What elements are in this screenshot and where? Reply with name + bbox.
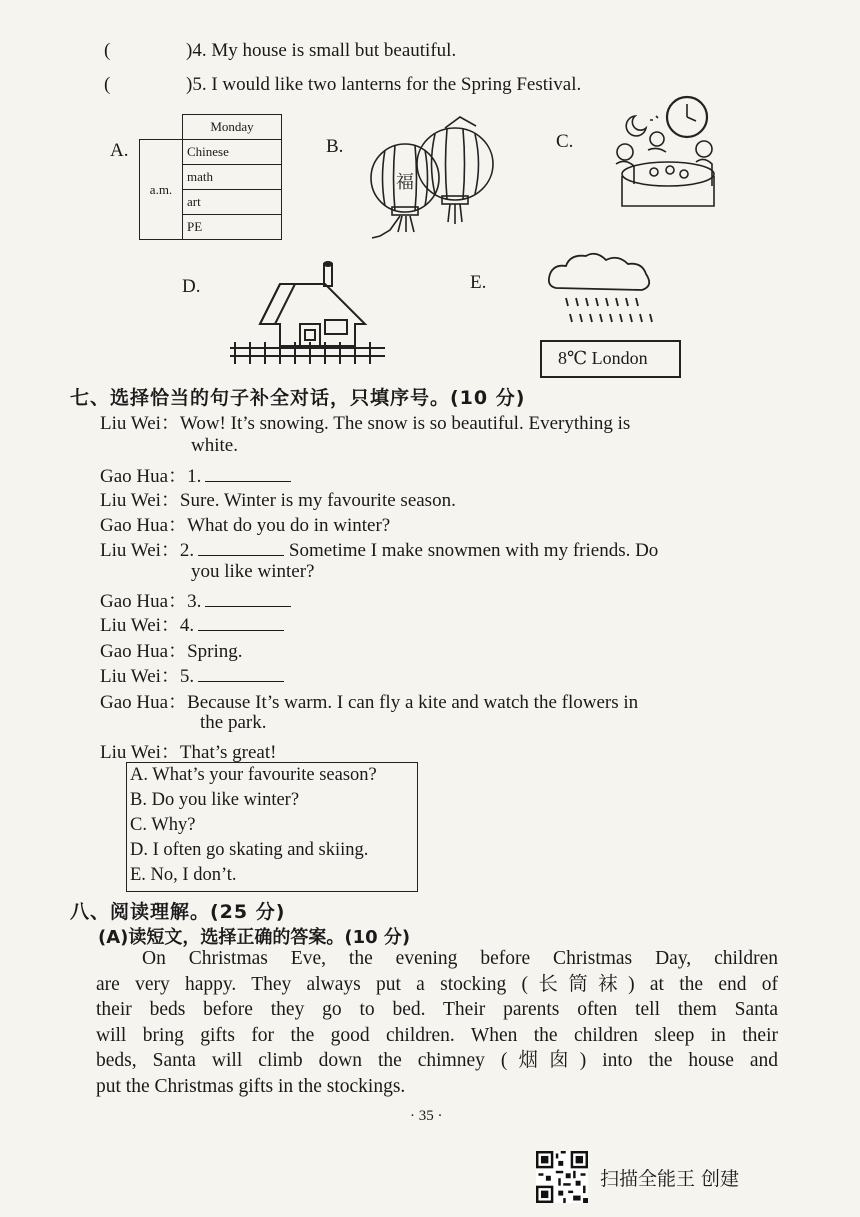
schedule-subject: PE [183,215,282,240]
picture-c-label: C. [556,131,574,152]
house-icon [225,256,395,370]
speaker: Liu Wei： [100,666,180,687]
dialogue-line [100,737,276,764]
speaker: Gao Hua： [100,515,188,536]
dialogue-text: Wow! It’s snowing. The snow is so beautiful. Everything is [179,413,631,434]
dialogue-text: That’s great! [179,742,277,763]
dialogue-line [100,610,284,637]
passage-line: On Christmas Eve, the evening before Christmas Day, children [142,948,778,969]
speaker: Liu Wei： [100,615,180,636]
picture-d-label: D. [182,276,201,297]
picture-b-label: B. [326,136,344,157]
scanner-watermark: 扫描全能王 创建 [600,1168,740,1190]
speaker: Gao Hua： [100,692,188,713]
dialogue-text-after: Sometime I make snowmen with my friends. Do [288,540,659,561]
lantern-icon [350,112,500,247]
qr-code-icon [536,1151,588,1203]
option-b: B. Do you like winter? [130,790,300,810]
dialogue-continuation: you like winter? [191,561,315,582]
dialogue-line [100,535,658,562]
dialogue-line [100,687,638,714]
dialogue-text: Sure. Winter is my favourite season. [179,490,456,511]
speaker: Liu Wei： [100,540,180,561]
weather-box [540,340,681,378]
dialogue-text: 5. [179,666,195,687]
speaker: Liu Wei： [100,742,180,763]
schedule-subject: art [183,190,282,215]
schedule-day: Monday [183,115,282,140]
picture-e-label: E. [470,272,487,293]
weather-text: 8℃ London [558,348,648,368]
answer-blank[interactable] [205,605,291,607]
dialogue-text: 3. [187,591,202,612]
option-d: D. I often go skating and skiing. [130,840,369,860]
passage-line: beds, Santa will climb down the chimney (烟囱) into the house and [96,1050,778,1071]
dialogue-line [100,485,456,512]
options-box [126,762,418,892]
option-e: E. No, I don’t. [130,865,237,885]
page-number: · 35 · [410,1108,443,1124]
option-a: A. What’s your favourite season? [130,765,377,785]
section-8-title: 八、阅读理解。(25 分) [70,901,286,923]
rain-cloud-icon [546,250,666,336]
family-dinner-icon [608,94,728,214]
dialogue-text: 4. [179,615,195,636]
passage-line: will bring gifts for the good children. When the children sleep in their [96,1024,778,1046]
speaker: Gao Hua： [100,591,188,612]
dialogue-line [100,586,291,613]
speaker: Gao Hua： [100,466,188,487]
question-5 [104,74,581,96]
answer-blank[interactable] [198,554,284,556]
passage-line: are very happy. They always put a stocking (长筒袜) at the end of [96,973,778,995]
reading-passage [96,946,778,1099]
dialogue-text: 2. [179,540,195,561]
dialogue-text: 1. [187,466,202,487]
answer-blank[interactable] [198,680,284,682]
section-7-title: 七、选择恰当的句子补全对话，只填序号。(10 分) [70,387,526,409]
dialogue-line [100,510,390,537]
passage-line: their beds before they go to bed. Their parents often tell them Santa [96,999,778,1020]
speaker: Liu Wei： [100,490,180,511]
dialogue-text: What do you do in winter? [187,515,391,536]
dialogue-line [100,461,291,488]
question-4 [104,40,456,62]
answer-blank[interactable] [198,629,284,631]
picture-a-label: A. [110,140,129,161]
answer-paren: ( [104,40,111,61]
dialogue-continuation: white. [191,435,238,456]
dialogue-text: Because It’s warm. I can fly a kite and watch the flowers in [187,692,639,713]
answer-blank[interactable] [205,480,291,482]
answer-paren: ( [104,74,111,95]
speaker: Liu Wei： [100,413,180,434]
question-text: )5. I would like two lanterns for the Spring Festival. [186,74,582,95]
question-text: )4. My house is small but beautiful. [186,40,457,61]
dialogue-line [100,661,284,688]
speaker: Gao Hua： [100,641,188,662]
section-8a-subtitle: (A)读短文，选择正确的答案。(10 分) [98,927,411,948]
schedule-subject: math [183,165,282,190]
option-c: C. Why? [130,815,196,835]
dialogue-line [100,408,630,435]
dialogue-line [100,636,243,663]
passage-line: put the Christmas gifts in the stockings. [96,1075,406,1097]
dialogue-continuation: the park. [200,712,267,733]
schedule-table [139,114,282,240]
dialogue-text: Spring. [187,641,243,662]
lantern-fu-character: 福 [396,172,414,193]
schedule-time: a.m. [140,140,183,240]
schedule-subject: Chinese [183,140,282,165]
